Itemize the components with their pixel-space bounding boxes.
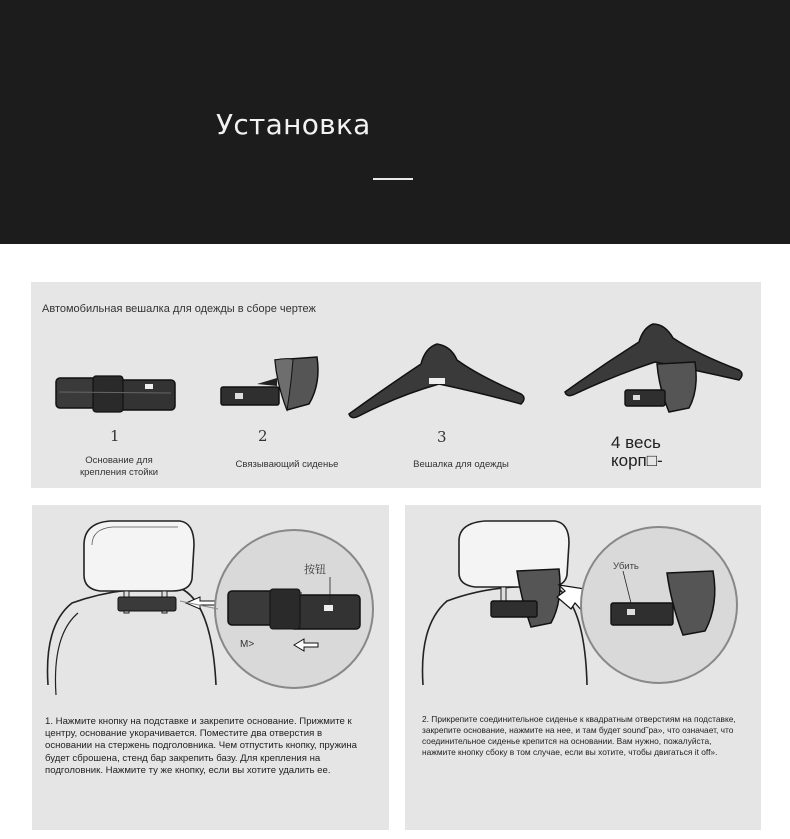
parts-title: Автомобильная вешалка для одежды в сборе чертеж	[42, 303, 316, 315]
step-1-mark-label: M>	[240, 639, 255, 650]
part-base-bar-drawing	[53, 374, 181, 416]
part-number-1: 1	[110, 427, 120, 445]
title-underline	[373, 178, 413, 180]
part-label-1-line2: крепления стойки	[79, 467, 159, 478]
step-1-button-callout: 按钮	[304, 563, 326, 576]
part-assembled-drawing	[561, 320, 747, 416]
header-banner	[0, 0, 790, 244]
part-4-caption-line2: корп□-	[611, 451, 663, 470]
part-label-1	[69, 455, 169, 479]
step-2-panel	[405, 505, 761, 830]
parts-diagram-panel	[31, 282, 761, 488]
part-label-3: Вешалка для одежды	[413, 459, 509, 470]
part-seat-connector-drawing	[217, 354, 327, 414]
step-1-panel	[32, 505, 389, 830]
step-1-instructions: 1. Нажмите кнопку на подставке и закрепите основание. Прижмите к центру, основание укорачивается. Поместите два отверстия в основании на стержень подголовника. Чем отпустить кнопку, пружина будет сброшена, стенд бар закрепить базу. Для крепления на подголовник. Нажмите ту же кнопку, если вы хотите удалить ее.	[45, 716, 357, 776]
step-2-instructions: 2. Прикрепите соединительное сиденье к квадратным отверстиям на подставке, закрепите основание, нажмите на нее, и там будет sound˜pa», что означает, что соединительное сиденье крепится на основании. Вам нужно, пожалуйста, нажмите кнопку сбоку в том случае, если вы хотите, чтобы двигаться it off».	[422, 714, 736, 757]
page-title: Установка	[216, 108, 371, 141]
step-1-illustration	[32, 505, 389, 705]
step-2-button-callout: Убить	[613, 561, 639, 572]
part-hanger-drawing	[345, 340, 527, 420]
part-label-1-line1: Основание для	[85, 455, 153, 466]
part-label-2: Связывающий сиденье	[235, 459, 339, 470]
part-4-caption-line1: 4 весь	[611, 433, 661, 452]
part-number-3: 3	[437, 428, 447, 446]
part-number-2: 2	[258, 427, 268, 445]
part-4-caption	[611, 434, 663, 470]
step-2-illustration	[405, 505, 761, 705]
